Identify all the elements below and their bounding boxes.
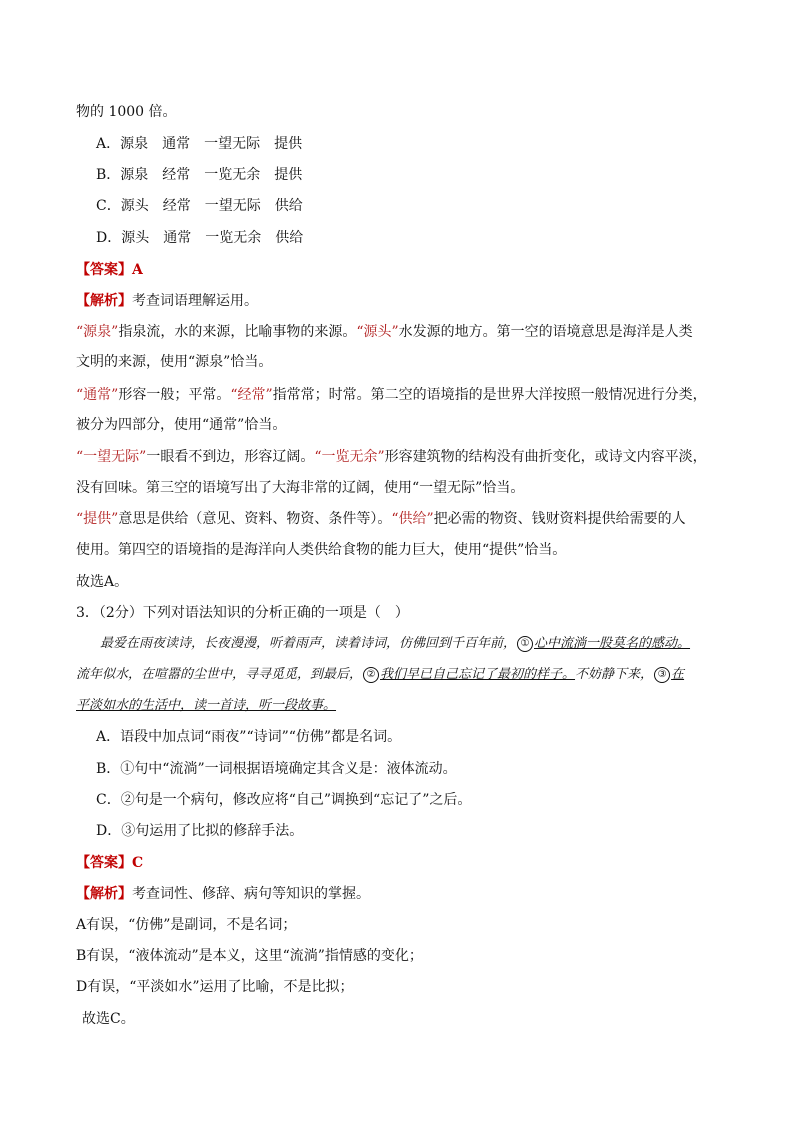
circled-number-1: ① [517, 636, 533, 652]
option-letter: B． [96, 167, 121, 183]
analysis-intro: 考查词语理解运用。 [132, 293, 258, 309]
circled-number-3: ③ [654, 667, 670, 683]
option-text: 源泉 经常 一览无余 提供 [120, 167, 303, 183]
option-letter: C． [96, 792, 121, 808]
term-yuantou: “源头” [356, 324, 399, 340]
underlined-sentence-3-start: 在 [671, 667, 685, 682]
answer-value: A [132, 262, 143, 278]
question-3-stem: 3．（2分）下列对语法知识的分析正确的一项是（ ） [76, 605, 409, 621]
circled-number-2: ② [363, 667, 379, 683]
passage-text: 最爱在雨夜读诗，长夜漫漫，听着雨声，读着诗词，仿佛回到千百年前， [100, 636, 517, 651]
option-a [96, 134, 302, 154]
analysis-tag: 【解析】 [76, 293, 132, 309]
passage-line-1 [100, 634, 690, 654]
term-tigong: “提供” [76, 511, 119, 527]
analysis-para-2-cont: 被分为四部分，使用“通常”恰当。 [76, 417, 287, 433]
option-letter: B． [96, 761, 121, 777]
q3-conclusion: 故选C。 [82, 1011, 135, 1027]
analysis-para-2 [76, 385, 707, 405]
option-letter: D． [96, 823, 122, 839]
option-text: 源泉 通常 一望无际 提供 [120, 136, 303, 152]
underlined-sentence-1: 心中流淌一股莫名的感动。 [534, 636, 691, 651]
q3-option-c [96, 790, 471, 810]
option-letter: D． [96, 230, 122, 246]
definition-text: 一眼看不到边，形容辽阔。 [146, 449, 315, 465]
q3-option-d [96, 821, 303, 841]
option-text: 语段中加点词“雨夜”“诗词”“仿佛”都是名词。 [120, 729, 402, 745]
q3-option-a [96, 727, 401, 747]
passage-text: 不妨静下来， [575, 667, 654, 682]
analysis-para-1-cont: 文明的来源，使用“源泉”恰当。 [76, 354, 273, 370]
definition-text: 水发源的地方。第一空的语境意思是海洋是人类 [398, 324, 693, 340]
passage-line-3 [76, 696, 336, 716]
definition-text: 指泉流，水的来源，比喻事物的来源。 [118, 324, 357, 340]
term-jingchang: “经常” [230, 387, 273, 403]
option-letter: A． [96, 729, 121, 745]
term-gongji: “供给” [391, 511, 434, 527]
definition-text: 形容一般；平常。 [118, 387, 231, 403]
option-text: ①句中“流淌”一词根据语境确定其含义是：液体流动。 [120, 761, 457, 777]
q3-analysis-b: B有误，“液体流动”是本义，这里“流淌”指情感的变化； [76, 948, 423, 964]
answer-tag: 【答案】 [76, 855, 132, 871]
option-letter: C． [96, 198, 121, 214]
term-yilanwuyu: “一览无余” [314, 449, 385, 465]
analysis-intro: 考查词性、修辞、病句等知识的掌握。 [132, 886, 370, 902]
answer-value: C [132, 855, 144, 871]
analysis-para-4 [76, 509, 686, 529]
definition-text: 把必需的物资、钱财资料提供给需要的人 [433, 511, 686, 527]
answer-tag: 【答案】 [76, 262, 132, 278]
option-letter: A． [96, 136, 121, 152]
analysis-para-4-cont: 使用。第四空的语境指的是海洋向人类供给食物的能力巨大，使用“提供”恰当。 [76, 542, 567, 558]
option-b [96, 165, 302, 185]
option-d [96, 228, 303, 248]
analysis-para-3-cont: 没有回味。第三空的语境写出了大海非常的辽阔，使用“一望无际”恰当。 [76, 480, 525, 496]
conclusion: 故选A。 [76, 574, 129, 590]
q3-analysis-d: D有误，“平淡如水”运用了比喻，不是比拟； [76, 979, 354, 995]
underlined-sentence-2: 我们早已自己忘记了最初的样子。 [380, 667, 576, 682]
analysis-para-1 [76, 322, 693, 342]
option-text: ②句是一个病句，修改应将“自己”调换到“忘记了”之后。 [120, 792, 472, 808]
definition-text: 指常常；时常。第二空的语境指的是世界大洋按照一般情况进行分类， [272, 387, 707, 403]
passage-line-2 [76, 665, 684, 685]
analysis-line [76, 291, 258, 311]
term-yiwangwuji: “一望无际” [76, 449, 147, 465]
q3-analysis-line [76, 884, 370, 904]
option-text: 源头 通常 一览无余 供给 [121, 230, 304, 246]
q3-option-b [96, 759, 457, 779]
analysis-tag: 【解析】 [76, 886, 132, 902]
option-text: 源头 经常 一望无际 供给 [120, 198, 303, 214]
continued-text: 物的 1000 倍。 [76, 104, 177, 120]
analysis-para-3 [76, 447, 707, 467]
passage-text: 流年似水，在喧嚣的尘世中，寻寻觅觅，到最后， [76, 667, 363, 682]
underlined-sentence-3: 平淡如水的生活中，读一首诗，听一段故事。 [76, 698, 337, 713]
q3-answer-line [76, 853, 143, 873]
definition-text: 形容建筑物的结构没有曲折变化，或诗文内容平淡， [384, 449, 707, 465]
q3-analysis-a: A有误，“仿佛”是副词，不是名词； [76, 917, 297, 933]
term-yuanquan: “源泉” [76, 324, 119, 340]
answer-line [76, 260, 143, 280]
option-c [96, 196, 303, 216]
term-tongchang: “通常” [76, 387, 119, 403]
definition-text: 意思是供给（意见、资料、物资、条件等）。 [118, 511, 392, 527]
option-text: ③句运用了比拟的修辞手法。 [121, 823, 304, 839]
